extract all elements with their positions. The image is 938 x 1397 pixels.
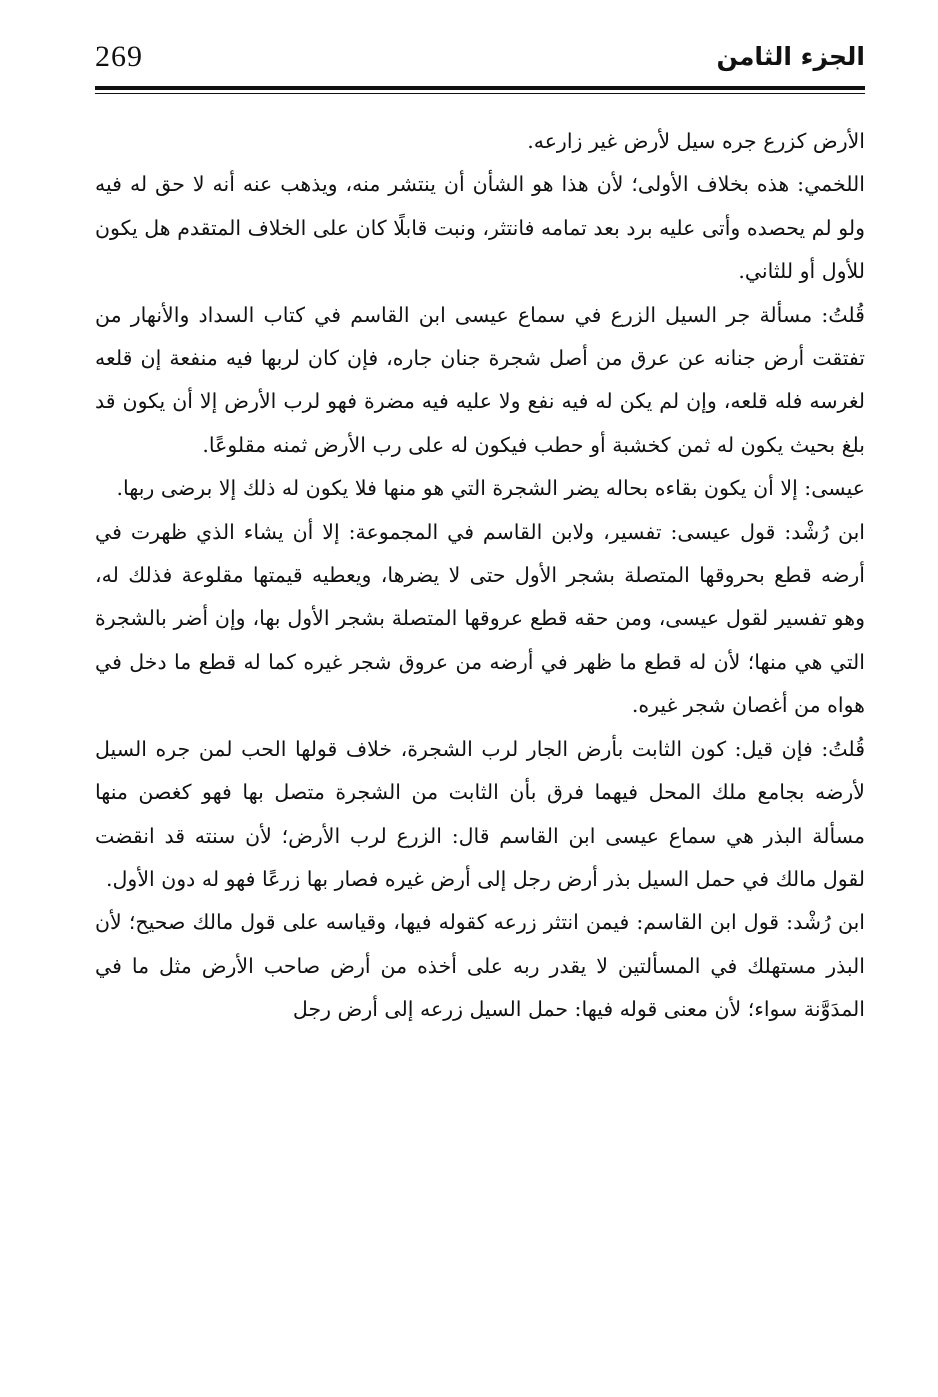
- paragraph-3: قُلتُ: مسألة جر السيل الزرع في سماع عيسى ابن القاسم في كتاب السداد والأنهار من تفتقت أرض جنانه عن عرق من أصل شجرة جنان جاره، فإن كان لربها فيه منفعة إن قلعه لغرسه فله قلعه، وإن لم يكن له فيه نفع ولا عليه فيه مضرة فهو لرب الأرض إلا أن يكون قد بلغ بحيث يكون له ثمن كخشبة أو حطب فيكون له على رب الأرض ثمنه مقلوعًا.: [95, 302, 865, 457]
- paragraph-4: عيسى: إلا أن يكون بقاءه بحاله يضر الشجرة التي هو منها فلا يكون له ذلك إلا برضى ربها.: [116, 476, 865, 501]
- body-text: [95, 120, 865, 1032]
- header-rule-thick: [95, 86, 865, 90]
- paragraph-2: اللخمي: هذه بخلاف الأولى؛ لأن هذا هو الشأن أن ينتشر منه، ويذهب عنه أنه لا حق له فيه ولو لم يحصده وأتى عليه برد بعد تمامه فانتثر، ونبت قابلًا كان على الخلاف المتقدم هل يكون للأول أو للثاني.: [95, 172, 865, 284]
- header-rule-thin: [95, 93, 865, 94]
- running-title: الجزء الثامن: [716, 42, 865, 71]
- page-header: [95, 38, 865, 94]
- paragraph-6: قُلتُ: فإن قيل: كون الثابت بأرض الجار لرب الشجرة، خلاف قولها الحب لمن جره السيل لأرضه بجامع ملك المحل فيهما فرق بأن الثابت من الشجرة متصل بها فهو كغصن منها مسألة البذر هي سماع عيسى ابن القاسم قال: الزرع لرب الأرض؛ لأن سنته قد انقضت لقول مالك في حمل السيل بذر أرض رجل إلى أرض غيره فصار بها زرعًا فهو له دون الأول.: [95, 736, 865, 891]
- paragraph-1: الأرض كزرع جره سيل لأرض غير زارعه.: [527, 129, 865, 153]
- page-number: 269: [95, 40, 143, 73]
- paragraph-7: ابن رُشْد: قول ابن القاسم: فيمن انتثر زرعه كقوله فيها، وقياسه على قول مالك صحيح؛ لأن البذر مستهلك في المسألتين لا يقدر ربه على أخذه من أرض صاحب الأرض مثل ما في المدَوَّنة سواء؛ لأن معنى قوله فيها: حمل السيل زرعه إلى أرض رجل: [95, 910, 865, 1022]
- paragraph-5: ابن رُشْد: قول عيسى: تفسير، ولابن القاسم في المجموعة: إلا أن يشاء الذي ظهرت في أرضه قطع بحروقها المتصلة بشجر الأول حتى لا يضرها، ويعطيه قيمتها مقلوعة فذلك له، وهو تفسير لقول عيسى، ومن حقه قطع عروقها المتصلة بشجر الأول بها، وإن أضر بالشجرة التي هي منها؛ لأن له قطع ما ظهر في أرضه من عروق شجر غيره كما له قطع ما دخل في هواه من أغصان شجر غيره.: [95, 519, 865, 718]
